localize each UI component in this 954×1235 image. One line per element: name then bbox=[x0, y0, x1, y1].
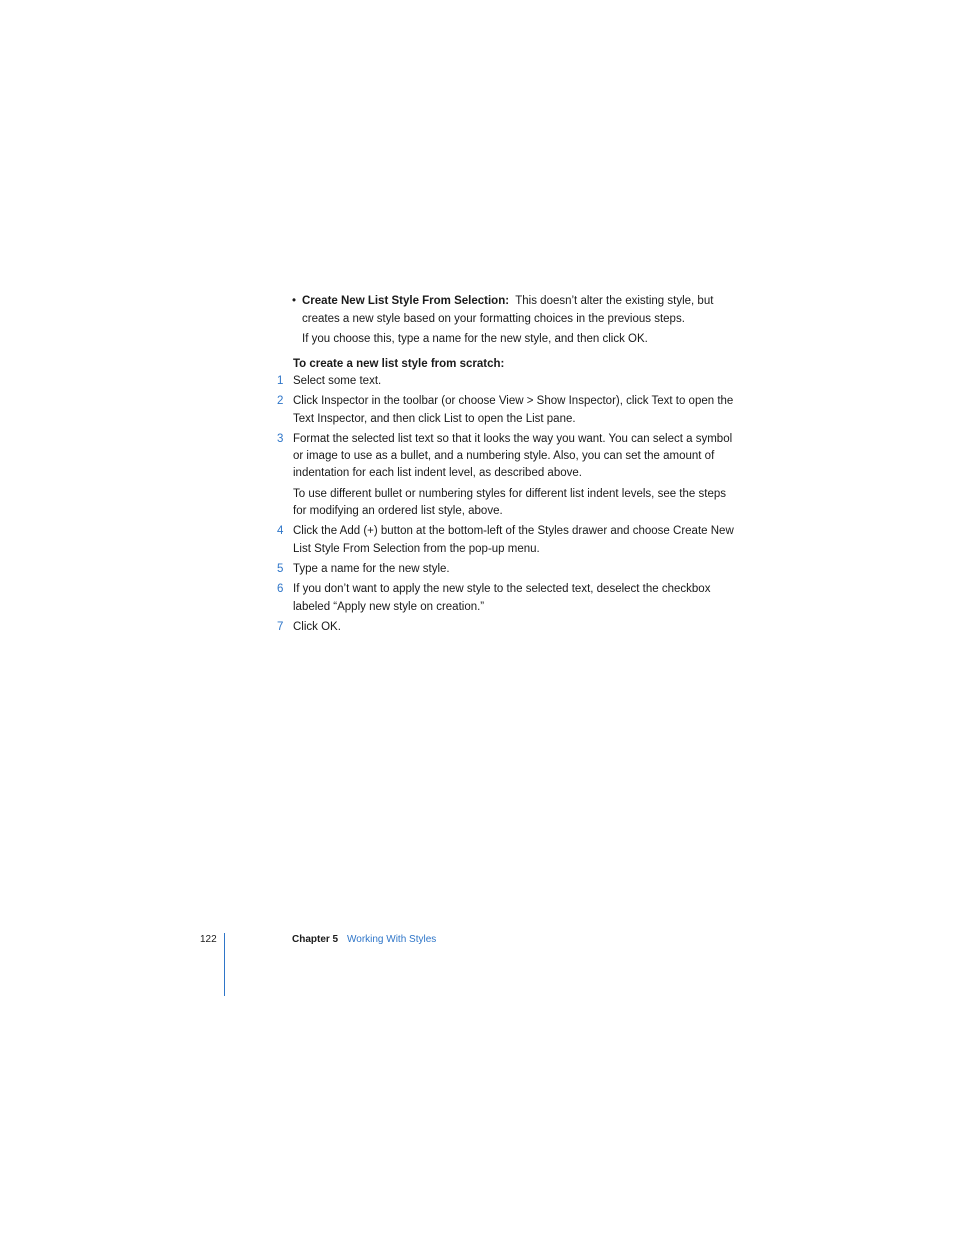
procedure-heading: To create a new list style from scratch: bbox=[293, 357, 505, 370]
bullet-marker: • bbox=[292, 295, 297, 307]
page-content bbox=[277, 293, 737, 636]
step-number: 4 bbox=[277, 525, 284, 538]
step-6 bbox=[277, 581, 737, 616]
step-number: 5 bbox=[277, 562, 284, 575]
chapter-title: Working With Styles bbox=[347, 934, 437, 945]
step-3 bbox=[277, 431, 737, 483]
bullet-term: Create New List Style From Selection: bbox=[302, 295, 510, 307]
page-number: 122 bbox=[200, 934, 217, 945]
step-text: Select some text. bbox=[293, 375, 382, 387]
step-3-note: To use different bullet or numbering styles for different list indent levels, see the steps for modifying an ordered list style, above. bbox=[293, 487, 726, 518]
step-text: If you don’t want to apply the new style to the selected text, deselect the checkbox labeled “Apply new style on creation.” bbox=[293, 583, 711, 613]
step-text: Click the Add (+) button at the bottom-left of the Styles drawer and choose Create New List Style From Selection from the pop-up menu. bbox=[293, 525, 734, 555]
step-number: 3 bbox=[277, 432, 284, 445]
step-number: 1 bbox=[277, 375, 284, 387]
step-2 bbox=[277, 393, 737, 428]
step-4 bbox=[277, 523, 737, 558]
step-number: 2 bbox=[277, 395, 284, 408]
step-number: 6 bbox=[277, 583, 284, 596]
step-text: Click OK. bbox=[293, 620, 341, 633]
bullet-note: If you choose this, type a name for the new style, and then click OK. bbox=[302, 333, 648, 345]
bullet-text: This doesn’t alter the existing style, but creates a new style based on your formatting choices in the previous steps. bbox=[302, 295, 714, 325]
step-text: Type a name for the new style. bbox=[293, 562, 450, 575]
step-1 bbox=[277, 373, 737, 390]
steps-list bbox=[277, 373, 737, 636]
step-number: 7 bbox=[277, 620, 284, 633]
chapter-label: Chapter 5 bbox=[292, 934, 339, 945]
step-7 bbox=[277, 619, 737, 636]
step-5 bbox=[277, 561, 737, 578]
footer-divider bbox=[224, 933, 225, 996]
bullet-item bbox=[277, 293, 737, 328]
step-text: Click Inspector in the toolbar (or choose View > Show Inspector), click Text to open the Text Inspector, and then click List to open the List pane. bbox=[293, 395, 734, 425]
step-text: Format the selected list text so that it looks the way you want. You can select a symbol or image to use as a bullet, and a numbering style. Also, you can set the amount of indentation for each list indent level, as described above. bbox=[293, 432, 733, 480]
